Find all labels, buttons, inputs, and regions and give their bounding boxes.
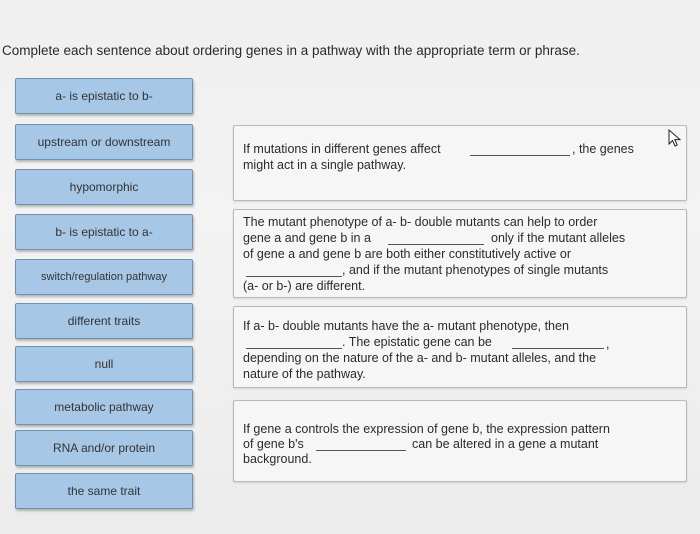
answer-chip[interactable] xyxy=(15,473,193,509)
answer-blank[interactable] xyxy=(316,450,406,451)
sentence-text: of gene a and gene b are both either constitutively active or xyxy=(243,247,571,261)
sentence-text: background. xyxy=(243,452,312,466)
question-prompt: Complete each sentence about ordering genes in a pathway with the appropriate term or phrase. xyxy=(2,43,580,58)
answer-blank[interactable] xyxy=(246,348,342,349)
sentence-text: can be altered in a gene a mutant xyxy=(412,437,599,451)
chip-label: RNA and/or protein xyxy=(52,441,156,455)
answer-blank[interactable] xyxy=(470,155,570,156)
sentence-text: , the genes xyxy=(572,142,634,156)
sentence-text: The mutant phenotype of a- b- double mutants can help to order xyxy=(243,215,598,229)
sentence-text: might act in a single pathway. xyxy=(243,158,407,172)
answer-blank[interactable] xyxy=(246,276,342,277)
answer-chip[interactable] xyxy=(15,303,193,339)
mouse-pointer-icon xyxy=(668,129,682,147)
sentence-text: nature of the pathway. xyxy=(243,367,366,381)
sentence-text: If mutations in different genes affect xyxy=(243,142,441,156)
answer-chip[interactable] xyxy=(15,430,193,466)
chip-label: a- is epistatic to b- xyxy=(55,89,153,103)
sentence-text: only if the mutant alleles xyxy=(491,231,626,245)
sentence-text: If a- b- double mutants have the a- mutant phenotype, then xyxy=(243,319,569,333)
sentence-text: gene a and gene b in a xyxy=(243,231,371,245)
answer-blank[interactable] xyxy=(388,244,484,245)
sentence-text: depending on the nature of the a- and b- mutant alleles, and the xyxy=(243,351,597,365)
sentence-text: , and if the mutant phenotypes of single mutants xyxy=(342,263,609,277)
answer-chip[interactable] xyxy=(15,124,193,160)
chip-label: b- is epistatic to a- xyxy=(55,225,153,239)
answer-chip[interactable] xyxy=(15,346,193,382)
answer-chip[interactable] xyxy=(15,389,193,425)
answer-chip[interactable] xyxy=(15,214,193,250)
answer-chip[interactable] xyxy=(15,78,193,114)
sentence-text: (a- or b-) are different. xyxy=(243,279,366,293)
sentence-text: , xyxy=(606,337,610,351)
chip-label: the same trait xyxy=(67,484,141,498)
chip-label: metabolic pathway xyxy=(54,400,154,414)
chip-label: hypomorphic xyxy=(69,180,139,194)
sentence-text: of gene b's xyxy=(243,437,304,451)
chip-label: different traits xyxy=(67,314,141,328)
answer-chip[interactable] xyxy=(15,169,193,205)
chip-label: null xyxy=(94,357,114,371)
chip-label: switch/regulation pathway xyxy=(41,271,167,283)
answer-chip[interactable] xyxy=(15,259,193,295)
chip-label: upstream or downstream xyxy=(37,135,171,149)
sentence-text: If gene a controls the expression of gene b, the expression pattern xyxy=(243,422,610,436)
answer-blank[interactable] xyxy=(512,348,604,349)
sentence-text: . The epistatic gene can be xyxy=(342,335,492,349)
